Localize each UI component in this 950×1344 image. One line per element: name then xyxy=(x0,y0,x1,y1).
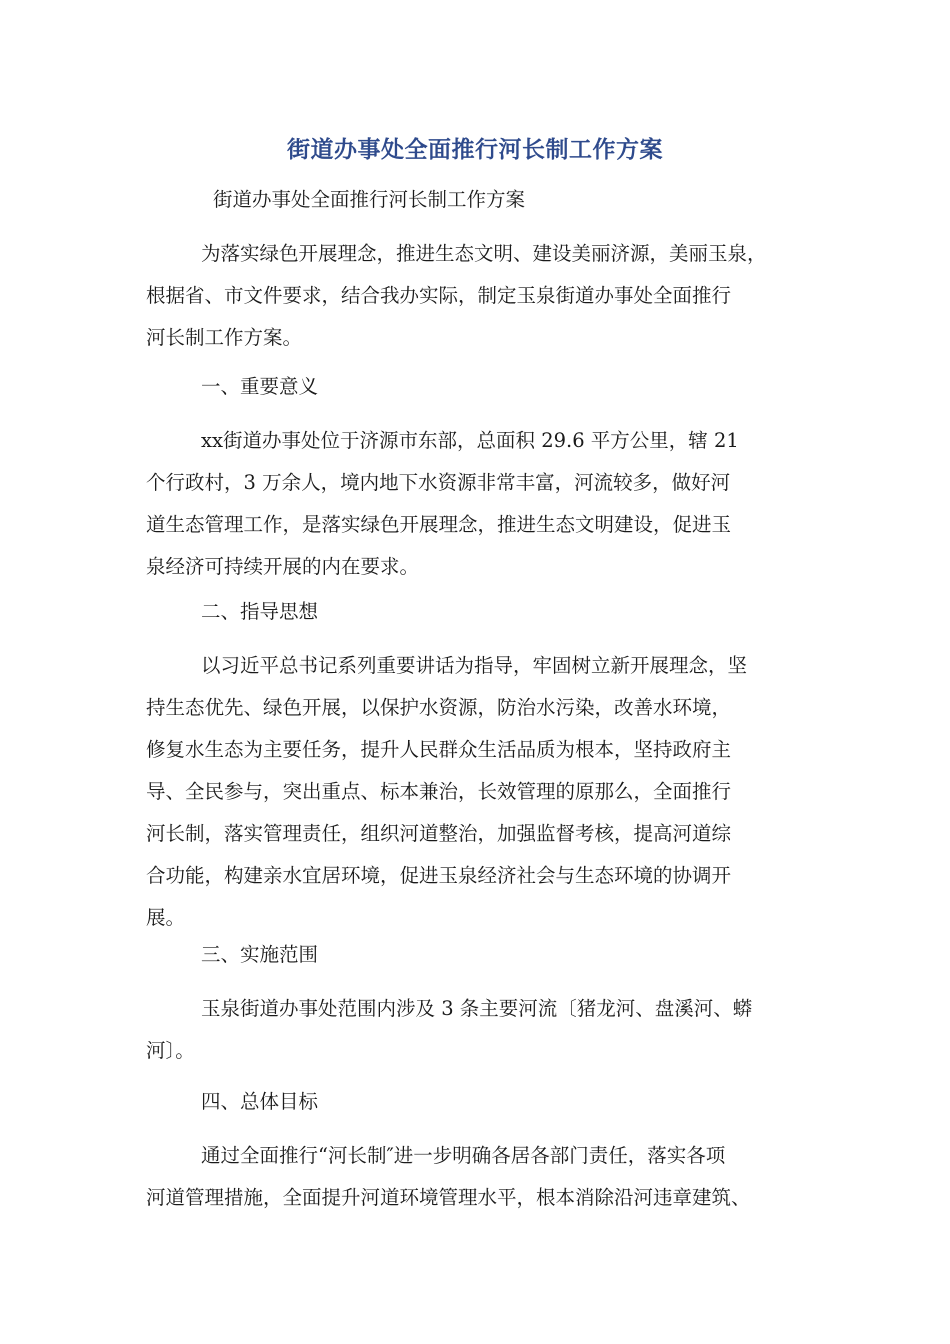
paragraph-line: 个行政村，3 万余人，境内地下水资源非常丰富，河流较多，做好河 xyxy=(146,471,731,494)
section-heading-2: 二、指导思想 xyxy=(201,600,319,623)
section-heading-1: 一、重要意义 xyxy=(201,375,319,398)
section-heading-4: 四、总体目标 xyxy=(201,1090,319,1113)
paragraph-line: 河长制工作方案。 xyxy=(146,326,303,349)
document-title: 街道办事处全面推行河长制工作方案 xyxy=(287,137,663,163)
paragraph-line: 持生态优先、绿色开展，以保护水资源，防治水污染，改善水环境， xyxy=(146,696,732,719)
paragraph-line: 导、全民参与，突出重点、标本兼治，长效管理的原那么，全面推行 xyxy=(146,780,732,803)
paragraph-line: 河〕。 xyxy=(146,1039,195,1062)
paragraph-line: 根据省、市文件要求，结合我办实际，制定玉泉街道办事处全面推行 xyxy=(146,284,732,307)
paragraph-line: 为落实绿色开展理念，推进生态文明、建设美丽济源，美丽玉泉， xyxy=(201,242,767,265)
paragraph-line: 河长制，落实管理责任，组织河道整治，加强监督考核，提高河道综 xyxy=(146,822,732,845)
paragraph-line: 合功能，构建亲水宜居环境，促进玉泉经济社会与生态环境的协调开 xyxy=(146,864,732,887)
section-paragraph-4 xyxy=(146,1135,812,1219)
paragraph-line: 以习近平总书记系列重要讲话为指导，牢固树立新开展理念，坚 xyxy=(201,654,748,677)
section-paragraph-2 xyxy=(146,645,812,939)
section-paragraph-3 xyxy=(146,988,812,1072)
intro-paragraph xyxy=(146,233,812,359)
paragraph-line: 通过全面推行“河长制″进一步明确各居各部门责任，落实各项 xyxy=(201,1144,726,1167)
paragraph-line: 展。 xyxy=(146,906,186,929)
paragraph-line: 修复水生态为主要任务，提升人民群众生活品质为根本，坚持政府主 xyxy=(146,738,732,761)
paragraph-line: 河道管理措施，全面提升河道环境管理水平，根本消除沿河违章建筑、 xyxy=(146,1186,751,1209)
section-heading-3: 三、实施范围 xyxy=(201,943,319,966)
document-subtitle: 街道办事处全面推行河长制工作方案 xyxy=(213,188,526,211)
paragraph-line: xx街道办事处位于济源市东部，总面积 29.6 平方公里，辖 21 xyxy=(201,429,739,452)
paragraph-line: 道生态管理工作，是落实绿色开展理念，推进生态文明建设，促进玉 xyxy=(146,513,732,536)
paragraph-line: 玉泉街道办事处范围内涉及 3 条主要河流〔猪龙河、盘溪河、蟒 xyxy=(201,997,753,1020)
paragraph-line: 泉经济可持续开展的内在要求。 xyxy=(146,555,420,578)
section-paragraph-1 xyxy=(146,420,812,588)
